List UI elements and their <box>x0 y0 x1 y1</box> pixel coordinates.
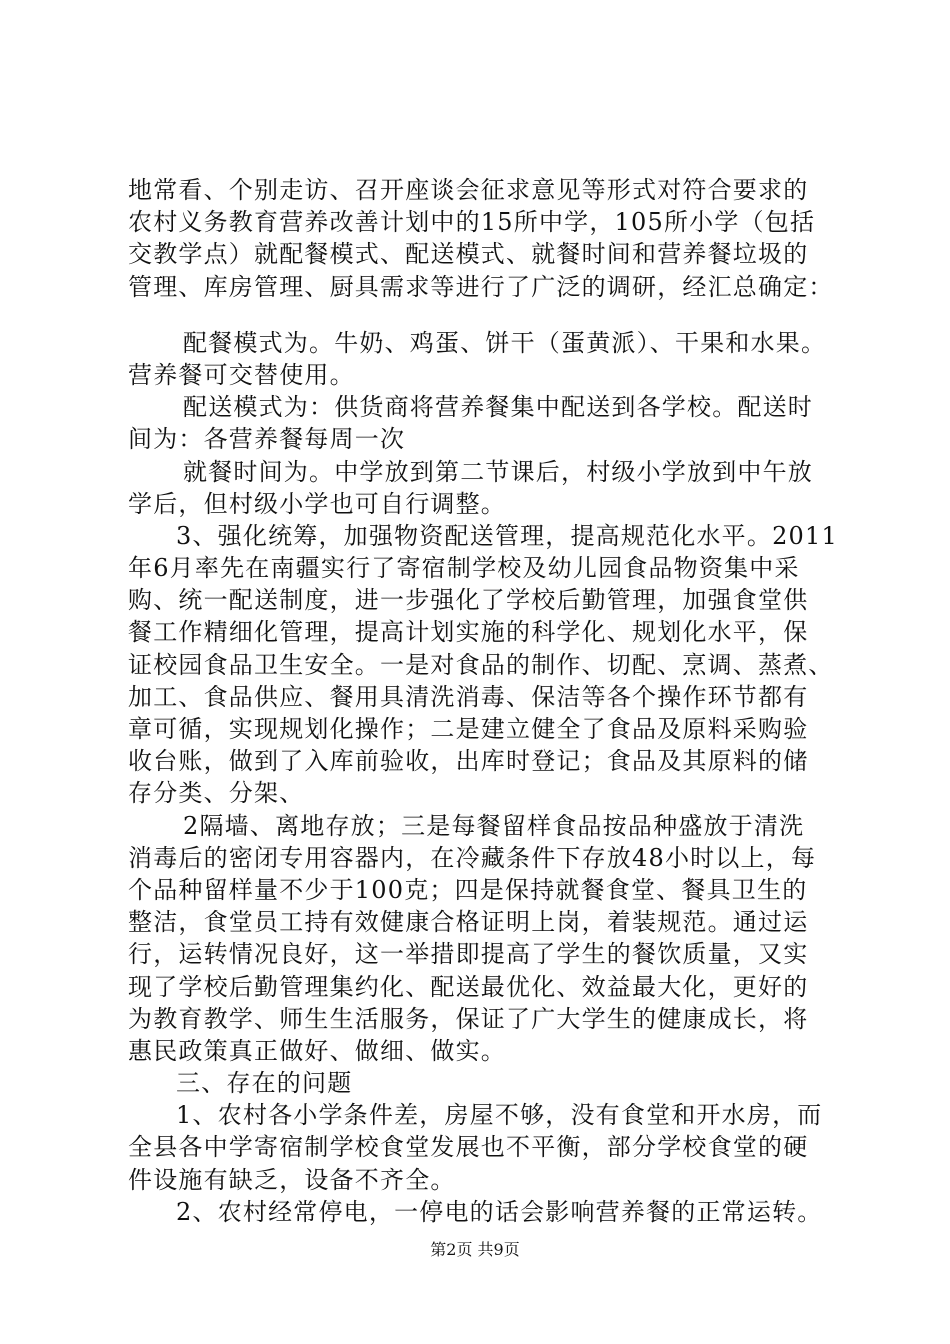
text-line: 加工、食品供应、餐用具清洗消毒、保洁等各个操作环节都有 <box>128 682 809 711</box>
text-line: 就餐时间为。中学放到第二节课后，村级小学放到中午放 <box>183 457 813 486</box>
text-line: 收台账，做到了入库前验收，出库时登记；食品及其原料的储 <box>128 747 809 776</box>
text-line: 消毒后的密闭专用容器内，在冷藏条件下存放48小时以上，每 <box>128 843 817 872</box>
text-line: 年6月率先在南疆实行了寄宿制学校及幼儿园食品物资集中采 <box>128 554 800 583</box>
text-line: 件设施有缺乏，设备不齐全。 <box>128 1165 456 1194</box>
text-line: 行，运转情况良好，这一举措即提高了学生的餐饮质量，又实 <box>128 940 809 969</box>
text-line: 个品种留样量不少于100克；四是保持就餐食堂、餐具卫生的 <box>128 875 808 904</box>
text-line: 存分类、分架、 <box>128 779 305 808</box>
text-line: 学后，但村级小学也可自行调整。 <box>128 489 506 518</box>
text-line: 地常看、个别走访、召开座谈会征求意见等形式对符合要求的 <box>128 176 809 204</box>
text-line: 配餐模式为。牛奶、鸡蛋、饼干（蛋黄派）、干果和水果。 <box>183 328 827 357</box>
text-line: 管理、库房管理、厨具需求等进行了广泛的调研，经汇总确定： <box>128 272 834 301</box>
page-footer: 第2页 共9页 <box>430 1240 520 1259</box>
text-line: 惠民政策真正做好、做细、做实。 <box>128 1036 506 1065</box>
text-line: 证校园食品卫生安全。一是对食品的制作、切配、烹调、蒸煮、 <box>128 650 834 679</box>
text-line: 间为：各营养餐每周一次 <box>128 425 406 454</box>
text-line: 营养餐可交替使用。 <box>128 360 355 389</box>
text-line: 购、统一配送制度，进一步强化了学校后勤管理，加强食堂供 <box>128 586 809 615</box>
document-body <box>128 174 838 1228</box>
text-line: 章可循，实现规划化操作；二是建立健全了食品及原料采购验 <box>128 715 809 743</box>
section-heading: 三、存在的问题 <box>176 1069 353 1098</box>
paragraph-gap <box>128 303 833 327</box>
text-line: 2、农村经常停电，一停电的话会影响营养餐的正常运转。 <box>176 1197 823 1226</box>
text-line: 现了学校后勤管理集约化、配送最优化、效益最大化，更好的 <box>128 972 809 1001</box>
text-line: 农村义务教育营养改善计划中的15所中学，105所小学（包括 <box>128 208 816 237</box>
text-line: 全县各中学寄宿制学校食堂发展也不平衡，部分学校食堂的硬 <box>128 1133 809 1162</box>
text-line: 配送模式为：供货商将营养餐集中配送到各学校。配送时 <box>183 393 813 422</box>
text-line: 餐工作精细化管理，提高计划实施的科学化、规划化水平，保 <box>128 618 809 647</box>
text-line: 交教学点）就配餐模式、配送模式、就餐时间和营养餐垃圾的 <box>128 240 809 269</box>
text-line: 为教育教学、师生生活服务，保证了广大学生的健康成长，将 <box>128 1004 809 1033</box>
text-line: 整洁，食堂员工持有效健康合格证明上岗，着装规范。通过运 <box>128 908 809 937</box>
text-line: 3、强化统筹，加强物资配送管理，提高规范化水平。2011 <box>176 521 838 550</box>
text-line: 1、农村各小学条件差，房屋不够，没有食堂和开水房，而 <box>176 1101 823 1130</box>
text-line: 2隔墙、离地存放；三是每餐留样食品按品种盛放于清洗 <box>183 811 805 840</box>
